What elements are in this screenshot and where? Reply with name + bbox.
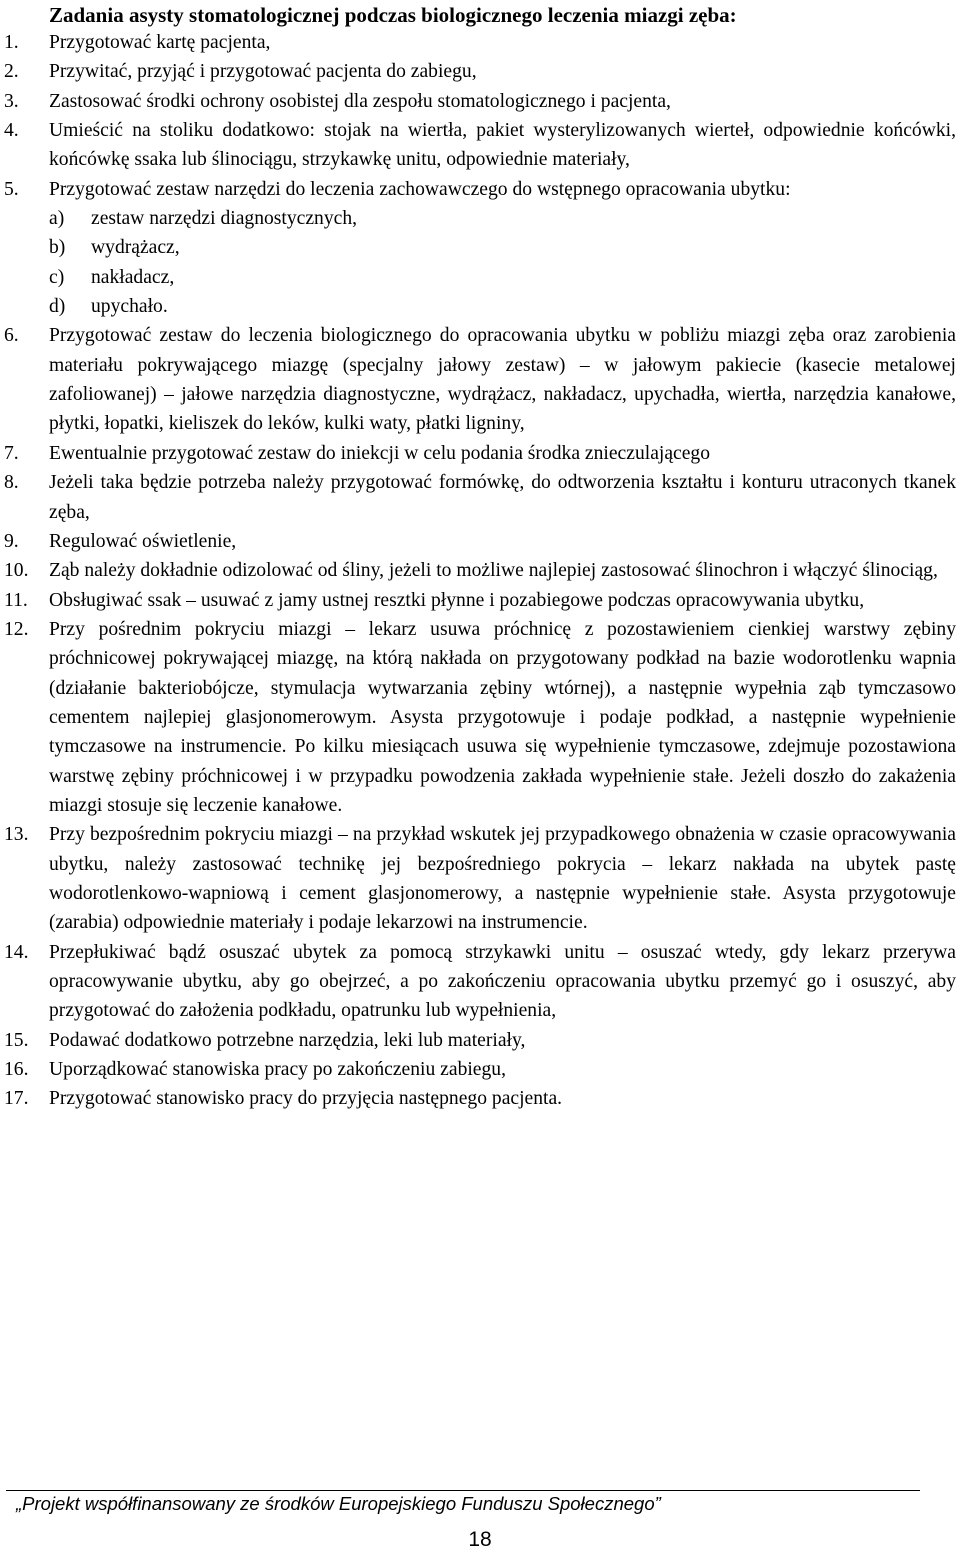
list-item-number: 5. (4, 178, 19, 200)
list-item (0, 615, 956, 820)
list-item (0, 556, 956, 585)
list-item-text: Przepłukiwać bądź osuszać ubytek za pomocą strzykawki unitu – osuszać wtedy, gdy lekarz przerywa opracowywanie ubytku, aby go obejrzeć, a po zakończeniu opracowania ubytku przemyć go i osuszyć, aby przygotować do założenia podkładu, opatrunku lub wypełnienia, (49, 941, 956, 1022)
footer-divider (6, 1490, 920, 1491)
list-item-text: Zastosować środki ochrony osobistej dla zespołu stomatologicznego i pacjenta, (49, 90, 671, 112)
list-item (0, 938, 956, 1026)
list-item-text: Przy bezpośrednim pokryciu miazgi – na przykład wskutek jej przypadkowego obnażenia w czasie opracowywania ubytku, należy zastosować technikę jej bezpośredniego pokrycia – lekarz nakłada na ubytek pastę wodorotlenkowo-wapniową i cement glasjonomerowy, a następnie wypełnienie stałe. Asysta przygotowuje (zarabia) odpowiednie materiały i podaje lekarzowi na instrumencie. (49, 824, 956, 934)
list-item-text: Przy pośrednim pokryciu miazgi – lekarz usuwa próchnicę z pozostawieniem cienkiej warstwy zębiny próchnicowej pokrywającej miazgę, na którą nakłada on przygotowany podkład na bazie wodorotlenku wapnia (działanie bakteriobójcze, stymulacja wytwarzania zębiny wtórnej), a następnie wypełnia ząb tymczasowo cementem najlepiej glasjonomerowym. Asysta przygotowuje i podaje podkład, a następnie wypełnienie tymczasowe na instrumencie. Po kilku miesiącach usuwa się wypełnienie tymczasowe, zdejmuje pozostawiona warstwę zębiny próchnicowej i w przypadku powodzenia zakłada wypełnienie stałe. Jeżeli doszło do zakażenia miazgi stosuje się leczenie kanałowe. (49, 618, 956, 816)
list-item-text: Uporządkować stanowiska pracy po zakończeniu zabiegu, (49, 1059, 506, 1081)
list-item (0, 527, 956, 556)
list-item-text: Umieścić na stoliku dodatkowo: stojak na wiertła, pakiet wysterylizowanych wierteł, odpowiednie końcówki, końcówkę ssaka lub ślinociągu, strzykawkę unitu, odpowiednie materiały, (49, 120, 956, 171)
list-item (0, 116, 956, 175)
list-item-text: Przygotować stanowisko pracy do przyjęcia następnego pacjenta. (49, 1088, 563, 1110)
list-item-text: Podawać dodatkowo potrzebne narzędzia, leki lub materiały, (49, 1029, 526, 1051)
list-item-text: Przygotować kartę pacjenta, (49, 32, 271, 53)
list-item-number: 1. (4, 32, 19, 53)
sub-list-item-text: wydrążacz, (91, 237, 180, 259)
list-item-text: Przywitać, przyjąć i przygotować pacjenta do zabiegu, (49, 61, 477, 83)
list-item-number: 11. (4, 589, 28, 611)
sub-list-item-text: upychało. (91, 296, 168, 318)
list-item-text: Przygotować zestaw narzędzi do leczenia zachowawczego do wstępnego opracowania ubytku: (49, 178, 791, 200)
list-item (0, 57, 956, 86)
sub-list-item (49, 204, 956, 233)
list-item (0, 321, 956, 438)
list-item-number: 10. (4, 560, 29, 582)
list-item (0, 1026, 956, 1055)
list-item (0, 586, 956, 615)
list-item (0, 1055, 956, 1084)
list-item (0, 175, 956, 322)
list-item-number: 17. (4, 1088, 29, 1110)
list-item-text: Regulować oświetlenie, (49, 530, 237, 552)
sub-list-item (49, 292, 956, 321)
list-item-text: Ząb należy dokładnie odizolować od śliny, jeżeli to możliwe najlepiej zastosować ślinochron i włączyć ślinociąg, (49, 560, 938, 582)
list-item-number: 8. (4, 472, 19, 494)
list-item-number: 16. (4, 1059, 29, 1081)
list-item-number: 12. (4, 618, 29, 640)
list-item-number: 4. (4, 120, 19, 142)
document-title: Zadania asysty stomatologicznej podczas biologicznego leczenia miazgi zęba: (49, 3, 737, 27)
sub-list-item-letter: d) (49, 296, 66, 318)
list-item (0, 468, 956, 527)
page-number: 18 (468, 1528, 492, 1551)
list-item-number: 15. (4, 1029, 29, 1051)
sub-list-item (49, 263, 956, 292)
list-item-text: Ewentualnie przygotować zestaw do iniekcji w celu podania środka znieczulającego (49, 442, 711, 464)
sub-list-item-letter: b) (49, 237, 66, 259)
list-item-number: 13. (4, 824, 29, 846)
list-item (0, 820, 956, 937)
list-item-number: 6. (4, 325, 19, 347)
list-item-text: Przygotować zestaw do leczenia biologicznego do opracowania ubytku w pobliżu miazgi zęba oraz zarobienia materiału pokrywającego miazgę (specjalny jałowy zestaw) – w jałowym pakiecie (kasecie metalowej zafoliowanej) – jałowe narzędzia diagnostyczne, wydrążacz, nakładacz, upychadła, wiertła, narzędzia kanałowe, płytki, łopatki, kieliszek do leków, kulki waty, płatki ligniny, (49, 325, 956, 435)
list-item (0, 1084, 956, 1113)
sub-list-item-letter: c) (49, 266, 65, 288)
sub-list-item-letter: a) (49, 208, 65, 230)
list-item (0, 28, 956, 57)
sub-list-item-text: zestaw narzędzi diagnostycznych, (91, 208, 358, 230)
list-item-number: 14. (4, 941, 29, 963)
list-item-text: Obsługiwać ssak – usuwać z jamy ustnej resztki płynne i pozabiegowe podczas opracowywania ubytku, (49, 589, 865, 611)
list-item-text: Jeżeli taka będzie potrzeba należy przygotować formówkę, do odtworzenia kształtu i konturu utraconych tkanek zęba, (49, 472, 956, 523)
list-item (0, 87, 956, 116)
list-item-number: 3. (4, 90, 19, 112)
sub-list-item (49, 233, 956, 262)
list-item-number: 7. (4, 442, 19, 464)
list-item (0, 439, 956, 468)
list-item-number: 9. (4, 530, 19, 552)
footer-text: „Projekt współfinansowany ze środków Europejskiego Funduszu Społecznego” (16, 1493, 661, 1514)
sub-list-item-text: nakładacz, (91, 266, 175, 288)
sub-list (49, 204, 956, 321)
list-item-number: 2. (4, 61, 19, 83)
task-list (0, 28, 956, 1114)
